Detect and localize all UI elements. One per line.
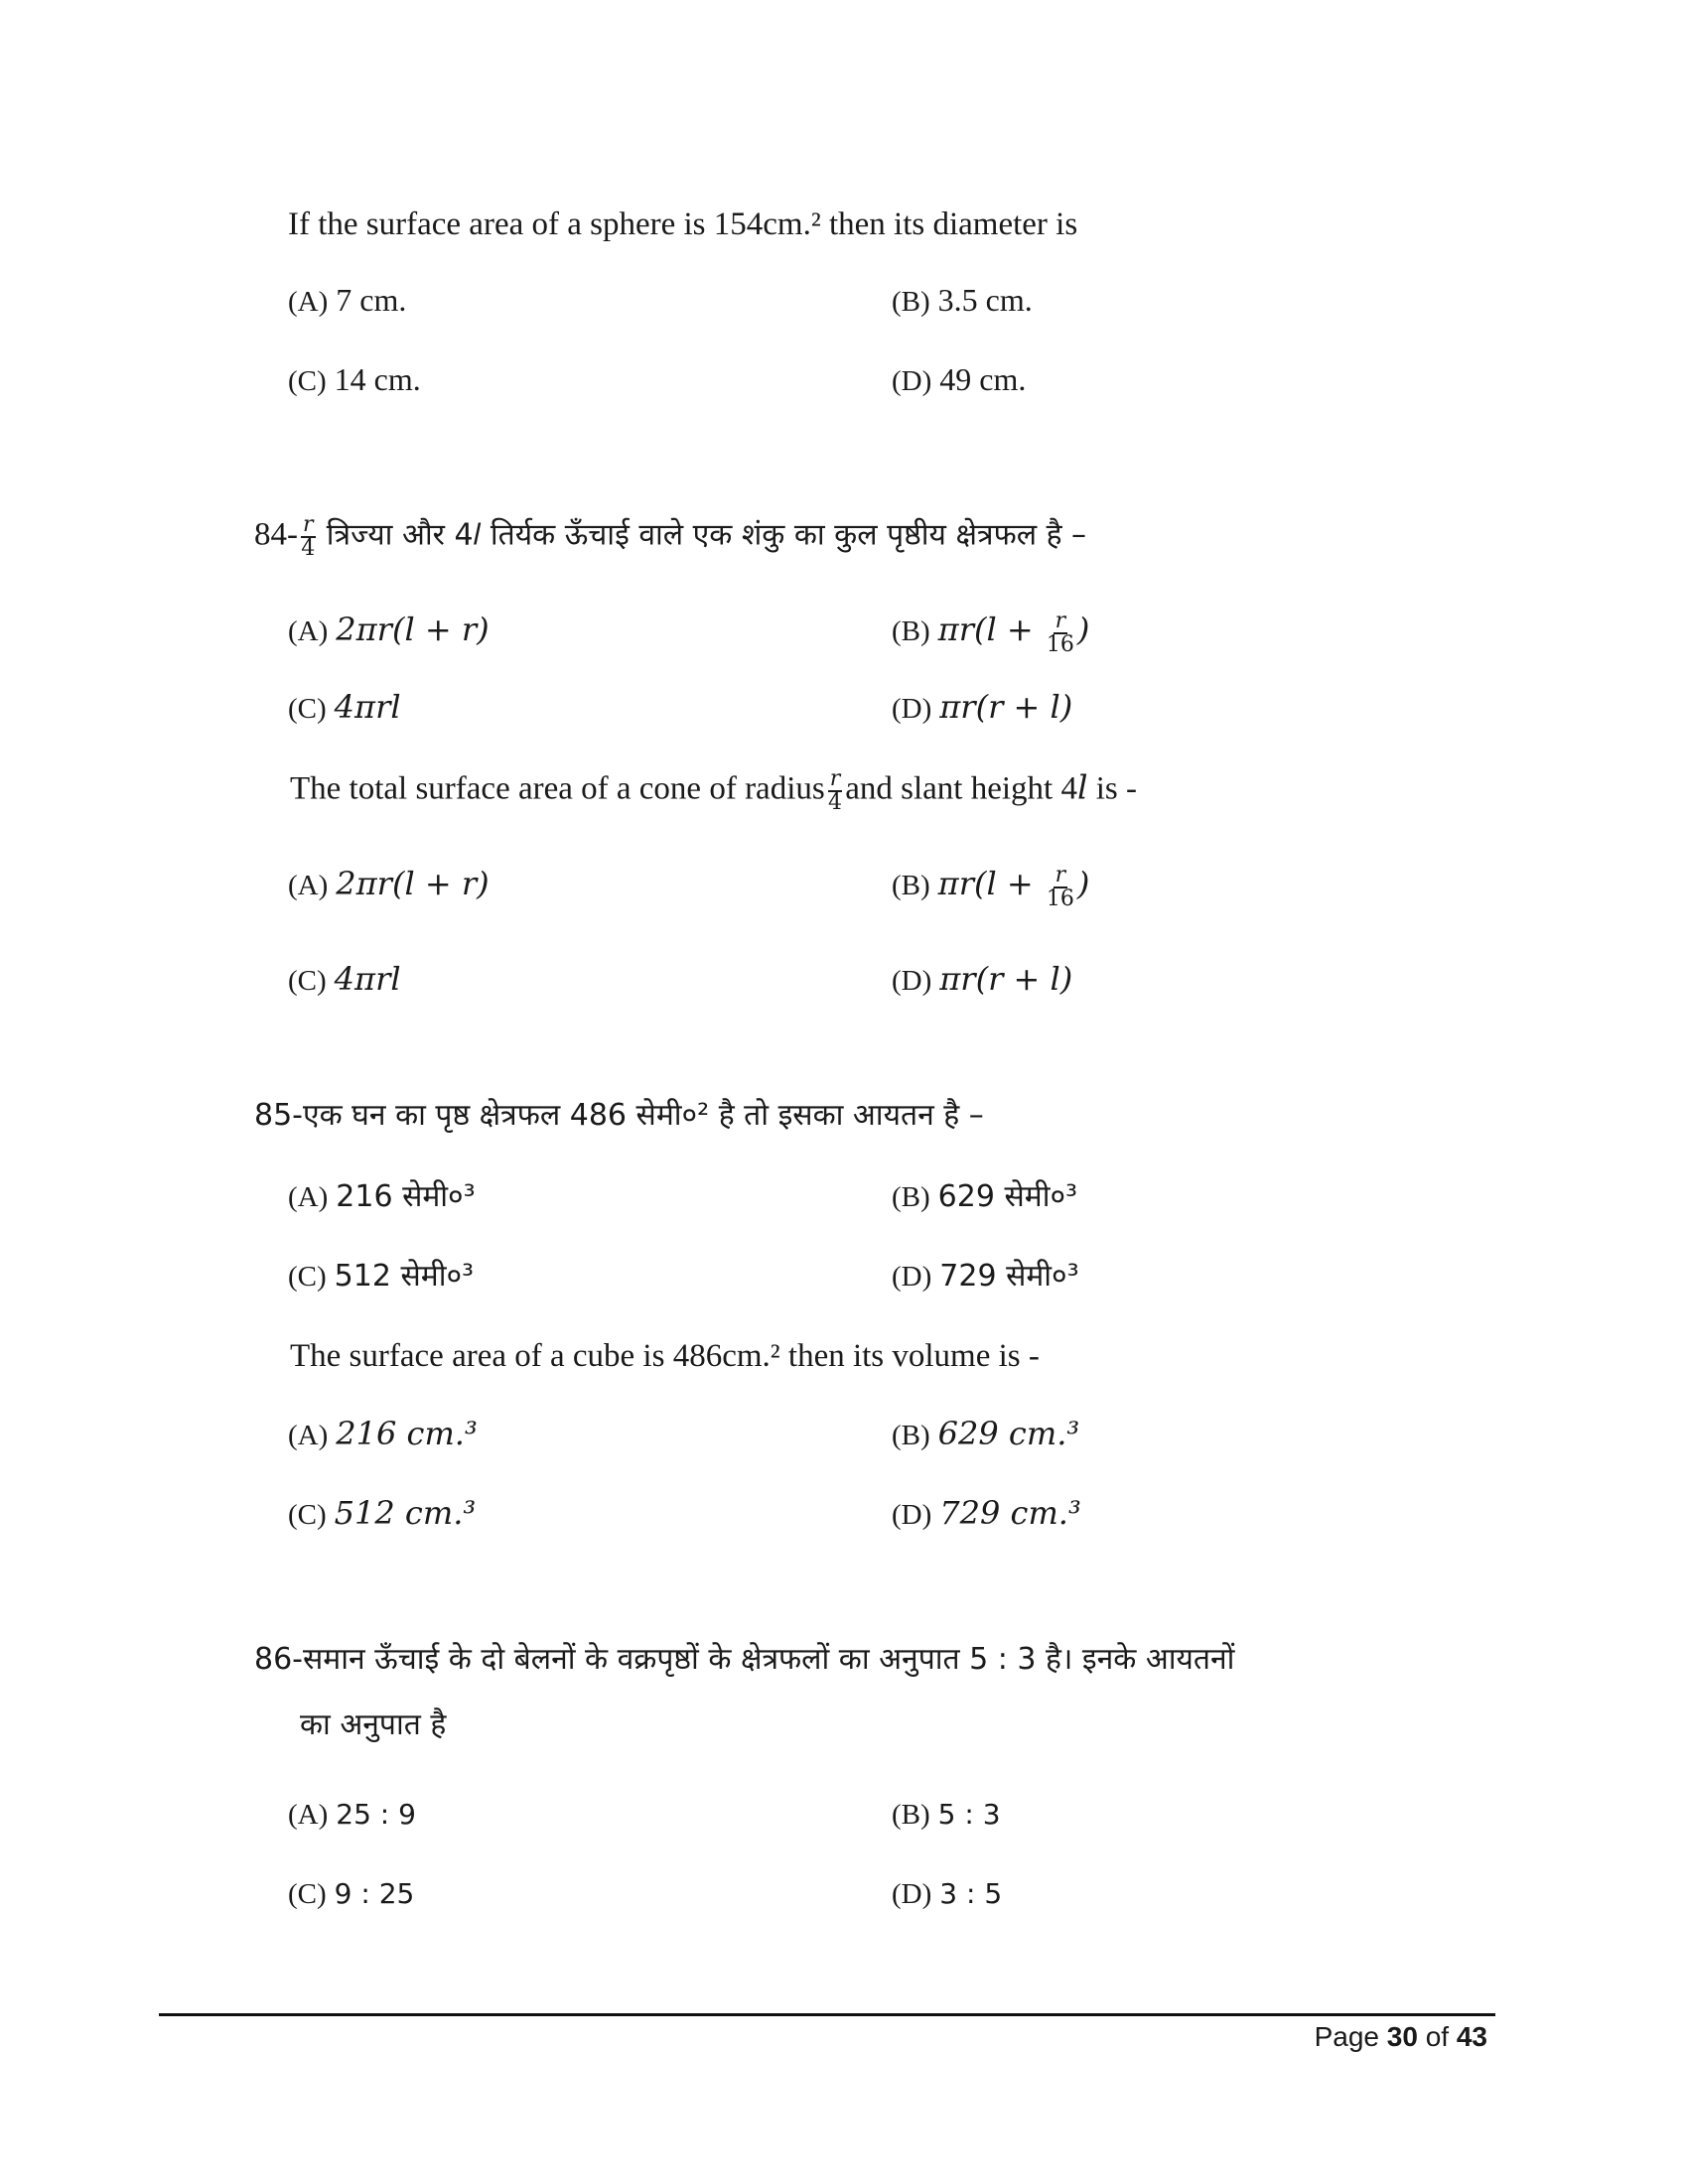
page-number: Page 30 of 43 (1314, 2021, 1487, 2052)
q84-en-option-b: (B) πr(l + $\frac{r}{16}$ ) (892, 862, 1090, 911)
q84-hi-option-c: (C) 4πrl (288, 688, 401, 726)
q84-fraction: $\frac{r}{4}$ (301, 512, 316, 561)
option-fraction: $\frac{r}{16}$ (1046, 862, 1074, 911)
q85-hi-option-a: (A) 216 सेमी०³ (288, 1179, 476, 1214)
q85-hi-option-d: (D) 729 सेमी०³ (892, 1259, 1079, 1294)
q83-option-c: (C) 14 cm. (288, 361, 421, 397)
q84-hi-option-d: (D) πr(r + l) (892, 688, 1073, 726)
q86-question-line1: 86-समान ऊँचाई के दो बेलनों के वक्रपृष्ठों के क्षेत्रफलों का अनुपात 5 : 3 है। इनके आयतनों (254, 1642, 1235, 1677)
q85-en-option-d: (D) 729 cm.³ (892, 1494, 1081, 1532)
q85-question-hi: 85-एक घन का पृष्ठ क्षेत्रफल 486 सेमी०² है तो इसका आयतन है – (254, 1098, 984, 1133)
q86-option-c: (C) 9 : 25 (288, 1877, 415, 1910)
q86-question-line2: का अनुपात है (300, 1707, 447, 1742)
q84-question-en: The total surface area of a cone of radius $\frac{r}{4}$ and slant height 4𝑙 is - (290, 766, 1138, 815)
q84-en-option-c: (C) 4πrl (288, 960, 401, 998)
q85-en-option-a: (A) 216 cm.³ (288, 1415, 478, 1452)
q84-en-option-d: (D) πr(r + l) (892, 960, 1073, 998)
q84-en-option-a: (A) 2πr(l + r) (288, 865, 490, 902)
q84-en-fraction: $\frac{r}{4}$ (827, 766, 842, 815)
q85-question-en: The surface area of a cube is 486cm.² then its volume is - (290, 1338, 1040, 1374)
q84-hi-option-b: (B) πr(l + $\frac{r}{16}$ ) (892, 608, 1090, 657)
q84-hi-option-a: (A) 2πr(l + r) (288, 611, 490, 648)
q83-option-d: (D) 49 cm. (892, 361, 1027, 397)
q85-en-option-c: (C) 512 cm.³ (288, 1494, 477, 1532)
q83-option-b: (B) 3.5 cm. (892, 282, 1033, 318)
footer-rule (159, 2013, 1495, 2016)
q86-option-a: (A) 25 : 9 (288, 1798, 416, 1831)
q83-question-en: If the surface area of a sphere is 154cm.² then its diameter is (288, 206, 1078, 242)
option-fraction: $\frac{r}{16}$ (1046, 608, 1074, 657)
q85-hi-option-c: (C) 512 सेमी०³ (288, 1259, 475, 1294)
q85-en-option-b: (B) 629 cm.³ (892, 1415, 1080, 1452)
q86-option-b: (B) 5 : 3 (892, 1798, 1001, 1831)
q85-hi-option-b: (B) 629 सेमी०³ (892, 1179, 1078, 1214)
q83-option-a: (A) 7 cm. (288, 282, 407, 318)
q86-option-d: (D) 3 : 5 (892, 1877, 1003, 1910)
q84-question-hi: 84- $\frac{r}{4}$ त्रिज्या और 4𝑙 तिर्यक ऊँचाई वाले एक शंकु का कुल पृष्ठीय क्षेत्रफल है – (254, 512, 1087, 561)
